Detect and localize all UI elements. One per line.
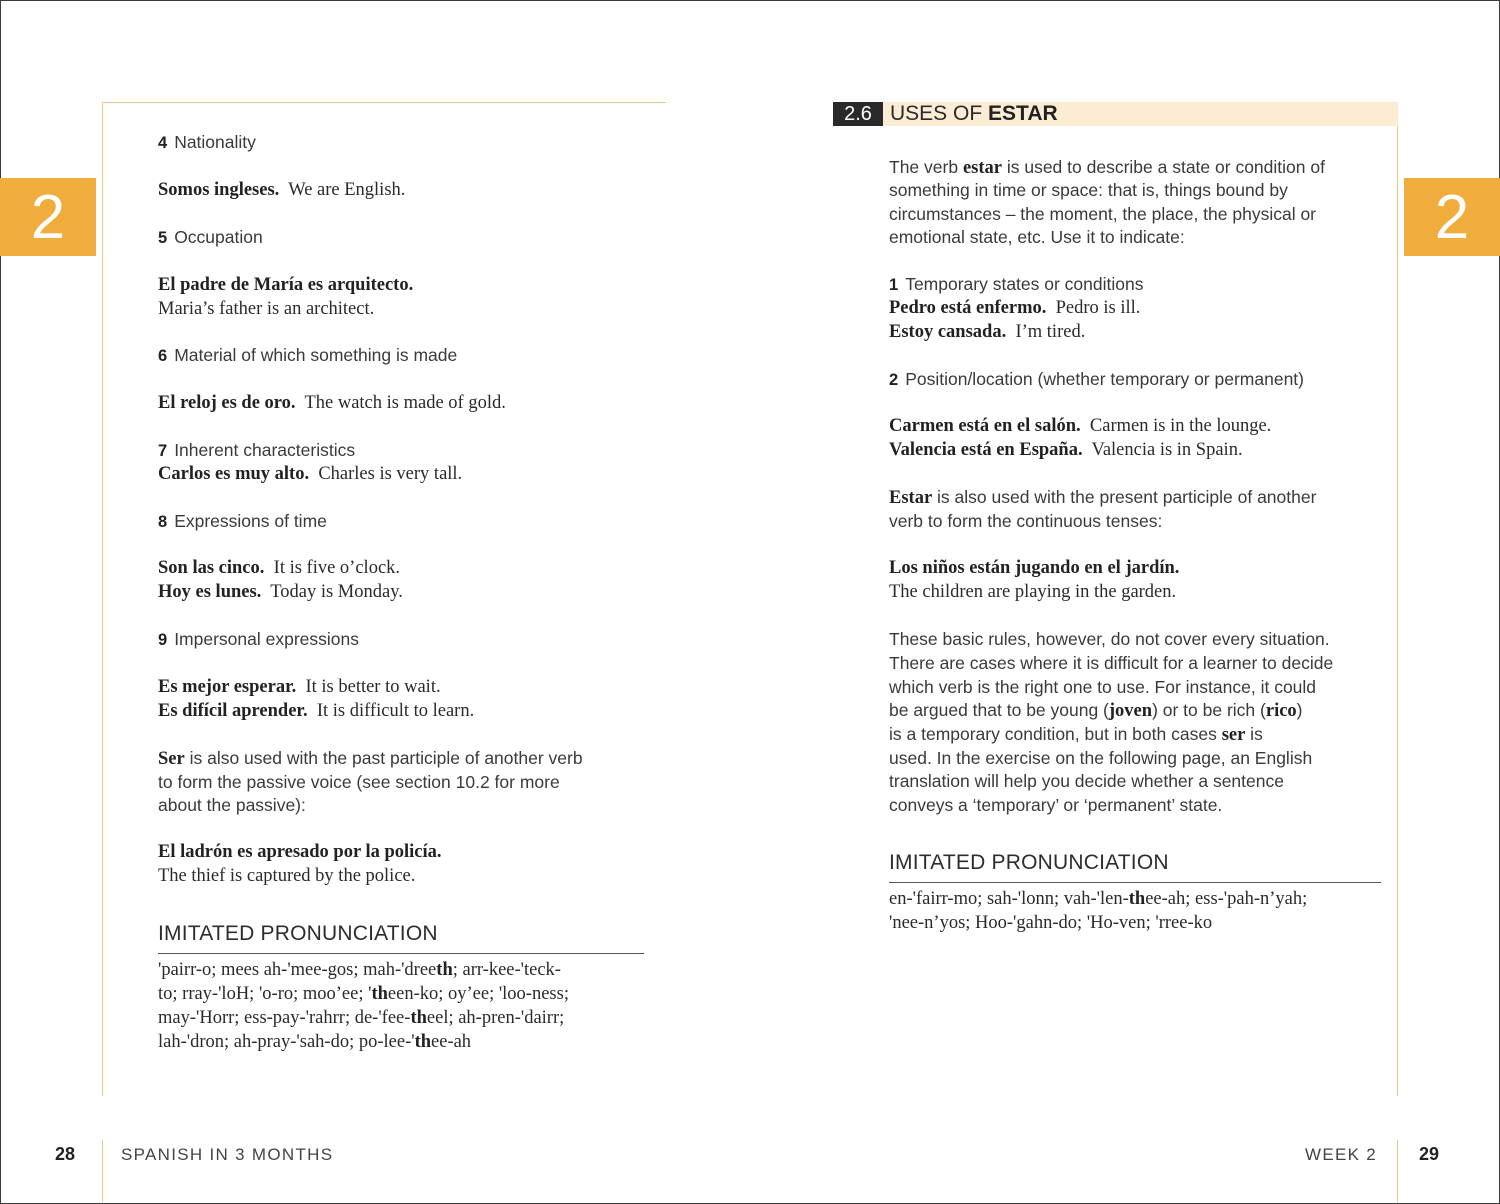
list-item-position: 2 Position/location (whether temporary or permanent)	[889, 369, 1304, 389]
pronunciation-rule	[158, 953, 644, 954]
passive-paragraph: to form the passive voice (see section 10.2 for more	[158, 772, 560, 792]
chapter-tab-right: 2	[1404, 178, 1500, 256]
section-number: 2.6	[833, 102, 883, 126]
page-number-right: 29	[1419, 1144, 1440, 1164]
pronunciation-line: to; rray-'loH; 'o-ro; moo’ee; 'theen-ko; oy’ee; 'loo-ness;	[158, 984, 569, 1004]
example-sentence: Somos ingleses. We are English.	[158, 180, 406, 200]
example-sentence: Valencia está en España. Valencia is in Spain.	[889, 440, 1243, 460]
page-number-left: 28	[55, 1144, 76, 1164]
running-head-right: WEEK 2	[1305, 1145, 1378, 1164]
pronunciation-rule	[889, 882, 1381, 883]
continuous-paragraph: Estar is also used with the present participle of another	[889, 487, 1317, 508]
list-item-impersonal: 9 Impersonal expressions	[158, 629, 359, 649]
list-item-characteristics: 7 Inherent characteristics	[158, 440, 356, 460]
right-page-content	[889, 0, 1389, 1100]
running-head-left: SPANISH IN 3 MONTHS	[121, 1145, 334, 1164]
example-sentence: Hoy es lunes. Today is Monday.	[158, 582, 403, 602]
rules-paragraph: conveys a ‘temporary’ or ‘permanent’ state.	[889, 795, 1223, 815]
example-sentence: El reloj es de oro. The watch is made of gold.	[158, 393, 506, 413]
list-item-occupation: 5 Occupation	[158, 227, 263, 247]
example-sentence: Carmen está en el salón. Carmen is in the lounge.	[889, 416, 1272, 436]
continuous-paragraph: verb to form the continuous tenses:	[889, 511, 1163, 531]
example-sentence: Carlos es muy alto. Charles is very tall.	[158, 464, 463, 484]
example-sentence: Estoy cansada. I’m tired.	[889, 322, 1086, 342]
rules-paragraph: translation will help you decide whether a sentence	[889, 771, 1284, 791]
example-translation: The children are playing in the garden.	[889, 582, 1177, 602]
list-item-nationality: 4 Nationality	[158, 132, 256, 152]
pronunciation-line: 'nee-n’yos; Hoo-'gahn-do; 'Ho-ven; 'rree-ko	[889, 913, 1213, 933]
example-translation: The thief is captured by the police.	[158, 866, 416, 886]
left-footer-rule	[102, 1140, 103, 1202]
example-sentence: Son las cinco. It is five o’clock.	[158, 558, 401, 578]
passive-paragraph: about the passive):	[158, 795, 306, 815]
pronunciation-heading: IMITATED PRONUNCIATION	[889, 851, 1169, 874]
rules-paragraph: These basic rules, however, do not cover every situation.	[889, 629, 1330, 649]
right-footer-rule	[1397, 1140, 1398, 1202]
example-sentence: Es mejor esperar. It is better to wait.	[158, 677, 441, 697]
example-translation: Maria’s father is an architect.	[158, 299, 375, 319]
example-sentence: El ladrón es apresado por la policía.	[158, 842, 442, 862]
rules-paragraph: used. In the exercise on the following page, an English	[889, 748, 1313, 768]
list-item-material: 6 Material of which something is made	[158, 345, 458, 365]
rules-paragraph: which verb is the right one to use. For instance, it could	[889, 677, 1317, 697]
intro-paragraph: something in time or space: that is, things bound by	[889, 180, 1288, 200]
pronunciation-heading: IMITATED PRONUNCIATION	[158, 922, 438, 945]
example-sentence: Pedro está enfermo. Pedro is ill.	[889, 298, 1141, 318]
intro-paragraph: circumstances – the moment, the place, the physical or	[889, 204, 1317, 224]
chapter-tab-left: 2	[0, 178, 96, 256]
pronunciation-line: 'pairr-o; mees ah-'mee-gos; mah-'dreeth; arr-kee-'teck-	[158, 960, 561, 980]
example-sentence: Es difícil aprender. It is difficult to learn.	[158, 701, 475, 721]
passive-paragraph: Ser is also used with the past participle of another verb	[158, 748, 583, 769]
left-margin-rule	[102, 102, 103, 1096]
pronunciation-line: en-'fairr-mo; sah-'lonn; vah-'len-thee-ah; ess-'pah-n’yah;	[889, 889, 1308, 909]
pronunciation-line: may-'Horr; ess-pay-'rahrr; de-'fee-theel; ah-pren-'dairr;	[158, 1008, 565, 1028]
intro-paragraph: The verb estar is used to describe a state or condition of	[889, 157, 1325, 178]
list-item-temporary: 1 Temporary states or conditions	[889, 274, 1144, 294]
intro-paragraph: emotional state, etc. Use it to indicate:	[889, 227, 1185, 247]
example-sentence: Los niños están jugando en el jardín.	[889, 558, 1180, 578]
left-page-content	[158, 0, 658, 1100]
list-item-time: 8 Expressions of time	[158, 511, 327, 531]
example-sentence: El padre de María es arquitecto.	[158, 275, 414, 295]
rules-paragraph: be argued that to be young (joven) or to be rich (rico)	[889, 700, 1303, 721]
rules-paragraph: There are cases where it is difficult for a learner to decide	[889, 653, 1334, 673]
pronunciation-line: lah-'dron; ah-pray-'sah-do; po-lee-'thee-ah	[158, 1032, 472, 1052]
right-margin-rule	[1397, 102, 1398, 1096]
section-title: USES OF ESTAR	[890, 102, 1058, 125]
rules-paragraph: is a temporary condition, but in both cases ser is	[889, 724, 1263, 745]
